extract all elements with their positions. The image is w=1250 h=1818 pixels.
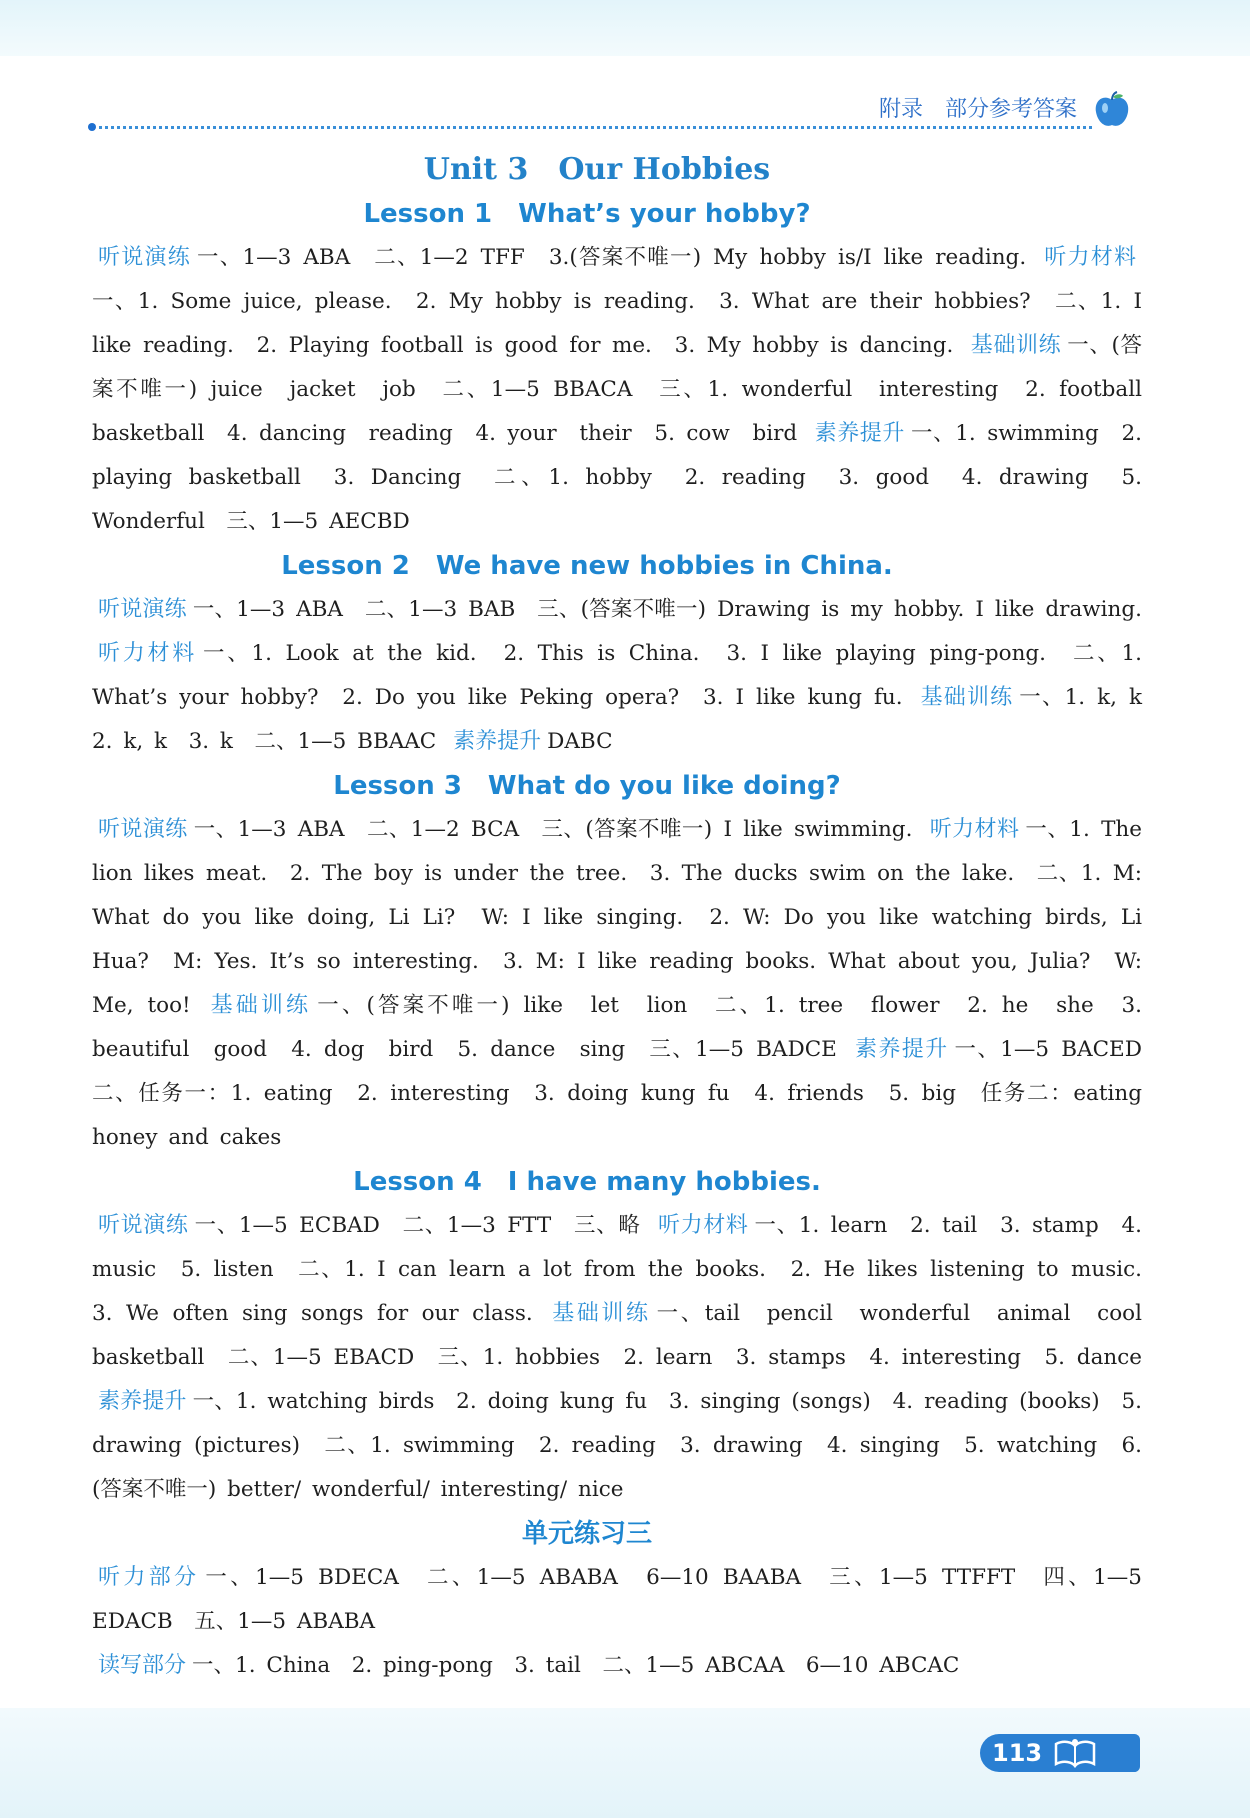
answer-text: 一、tail pencil wonderful animal cool basketball 二、1—5 EBACD 三、1. hobbies 2. learn 3. stamps 4. interesting 5. dance [92,1301,1164,1370]
answer-text: 一、1. learn 2. tail 3. stamp 4. music 5. listen 二、1. I can learn a lot from the books. 2. He likes listening to music. 3. We often sing songs for our class. [92,1213,1164,1326]
lesson-title: Lesson 3 What do you like doing? [333,771,841,801]
lesson-answers [92,588,1164,764]
header-text [879,92,1077,123]
answer-text: 一、1—3 ABA 二、1—2 TFF 3.(答案不唯一) My hobby is/I like reading. [196,245,1027,270]
lesson-answers [92,236,1164,544]
answer-text: 一、1—5 BDECA 二、1—5 ABABA 6—10 BAABA 三、1—5 TTFFT 四、1—5 EDACB 五、1—5 ABABA [92,1565,1142,1634]
answer-content [92,148,1164,1688]
section-label: 素养提升 [814,421,906,446]
top-band [0,0,1250,56]
header-appendix: 附录 [878,97,923,122]
section-label: 听力材料 [657,1213,749,1238]
section-label: 素养提升 [855,1037,949,1062]
answer-text: 一、1—3 ABA 二、1—2 BCA 三、(答案不唯一) I like swimming. [193,817,913,842]
section-label: 听说演练 [98,817,188,842]
answer-text: 一、1. China 2. ping-pong 3. tail 二、1—5 ABCAA 6—10 ABCAC [192,1653,960,1678]
section-label: 基础训练 [552,1301,651,1326]
section-label: 听力部分 [98,1565,200,1590]
answer-text: 一、1—5 BACED 二、任务一：1. eating 2. interesting 3. doing kung fu 4. friends 5. big 任务二：eating honey and cakes [92,1037,1164,1150]
section-label: 素养提升 [98,1389,187,1414]
book-icon [1052,1738,1098,1768]
answer-text: 一、1. swimming 2. playing basketball 3. Dancing 二、1. hobby 2. reading 3. good 4. drawing 5. Wonderful 三、1—5 AECBD [92,421,1142,534]
page-number-badge [980,1734,1140,1772]
unit-title: Unit 3 Our Hobbies [423,152,771,187]
section-label: 基础训练 [210,993,312,1018]
lesson-title: Lesson 2 We have new hobbies in China. [281,551,893,581]
section-label: 听说演练 [98,597,187,622]
answer-text: 一、1—5 ECBAD 二、1—3 FTT 三、略 [194,1213,641,1238]
page-number: 113 [992,1739,1043,1767]
answer-text: 一、1. Some juice, please. 2. My hobby is reading. 3. What are their hobbies? 二、1. I like reading. 2. Playing football is good for me. 3. My hobby is dancing. [92,289,1142,358]
answer-text: 一、1—3 ABA 二、1—3 BAB 三、(答案不唯一) Drawing is my hobby. I like drawing. [192,597,1142,622]
section-label: 听说演练 [98,1213,189,1238]
section-label: 素养提升 [453,729,542,754]
unit-review-title: 单元练习三 [521,1519,652,1549]
section-label: 听说演练 [98,245,191,270]
header-dotted-line [92,126,1092,129]
answer-text: 一、1. k, k 2. k, k 3. k 二、1—5 BBAAC [92,685,1164,754]
lesson-answers [92,808,1164,1160]
section-label: 听力材料 [98,641,197,666]
apple-icon [1092,90,1132,130]
unit-review-answers [92,1556,1142,1688]
page-header [92,90,1132,140]
section-label: 基础训练 [920,685,1014,710]
header-section: 部分参考答案 [944,97,1077,122]
section-label: 基础训练 [970,333,1062,358]
answer-text: 一、1. Look at the kid. 2. This is China. 3. I like playing ping-pong. 二、1. What’s your hobby? 2. Do you like Peking opera? 3. I like kung fu. [92,641,1142,710]
answer-text: DABC [547,729,613,754]
answer-text: 一、(答案不唯一) like let lion 二、1. tree flower 2. he she 3. beautiful good 4. dog bird 5. dance sing 三、1—5 BADCE [92,993,1142,1062]
answer-text: 一、1. watching birds 2. doing kung fu 3. singing (songs) 4. reading (books) 5. drawing (pictures) 二、1. swimming 2. reading 3. drawing 4. singing 5. watching 6.(答案不唯一) better/ wonderful/ interesting/ nice [92,1389,1142,1502]
section-label: 听力材料 [1044,245,1136,270]
section-label: 读写部分 [98,1653,187,1678]
answer-text: 一、(答案不唯一) juice jacket job 二、1—5 BBACA 三、1. wonderful interesting 2. football basketball 4. dancing reading 4. your their 5. cow bird [92,333,1164,446]
section-label: 听力材料 [929,817,1020,842]
answer-text: 一、1. The lion likes meat. 2. The boy is under the tree. 3. The ducks swim on the lake. 二、1. M: What do you like doing, Li Li? W: I like singing. 2. W: Do you like watching birds, Li Hua? M: Yes. It’s so interesting. 3. M: I like reading books. What about you, Julia? W: Me, too! [92,817,1142,1018]
lesson-title: Lesson 1 What’s your hobby? [363,199,811,229]
lesson-answers [92,1204,1164,1512]
lesson-title: Lesson 4 I have many hobbies. [353,1167,821,1197]
